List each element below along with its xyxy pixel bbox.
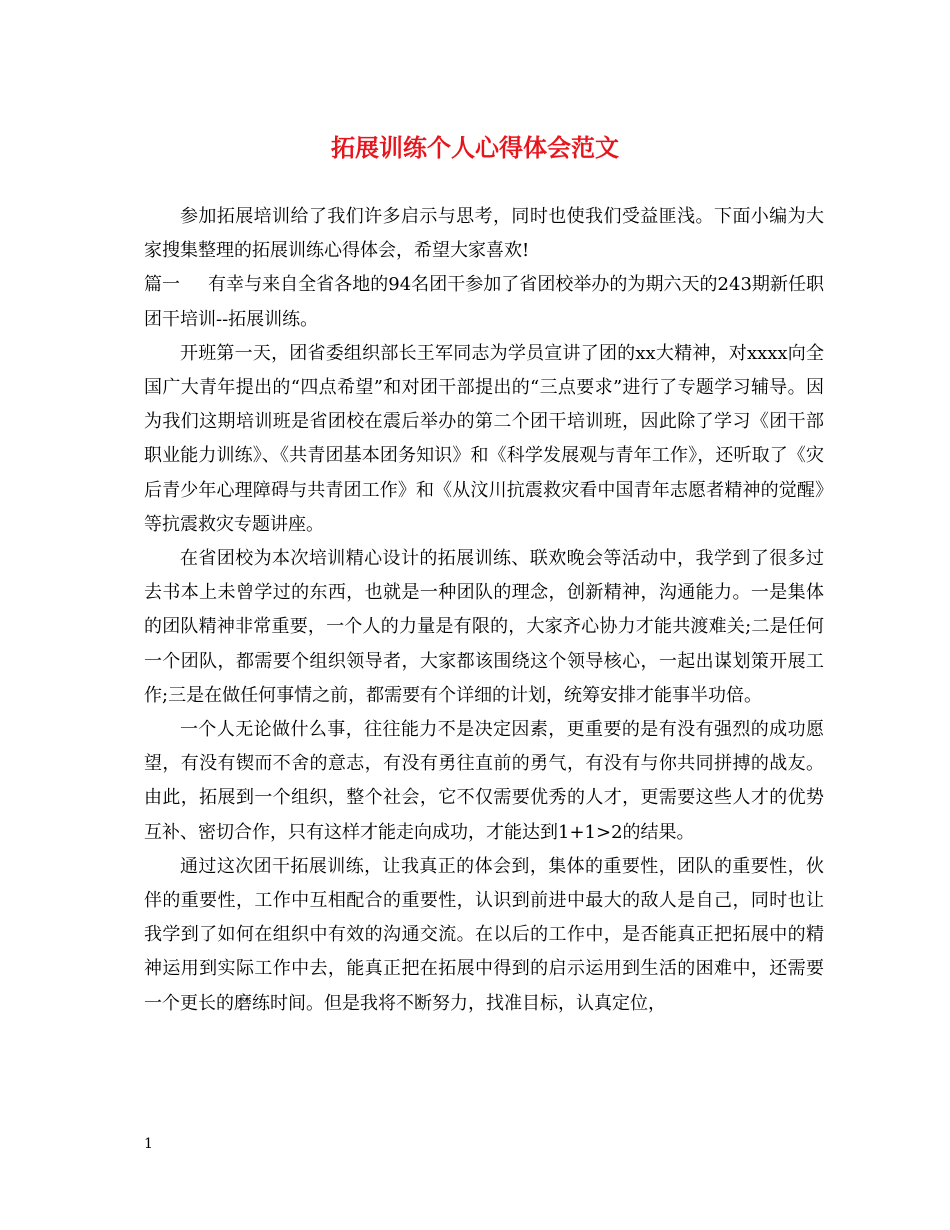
chapter-label: 篇一	[144, 274, 180, 296]
document-body	[144, 200, 824, 1021]
intro-paragraph: 参加拓展培训给了我们许多启示与思考，同时也使我们受益匪浅。下面小编为大家搜集整理的拓展训练心得体会，希望大家喜欢!	[144, 206, 824, 262]
body-paragraph-2: 在省团校为本次培训精心设计的拓展训练、联欢晚会等活动中，我学到了很多过去书本上未曾学过的东西，也就是一种团队的理念，创新精神，沟通能力。一是集体的团队精神非常重要，一个人的力量是有限的，大家齐心协力才能共渡难关;二是任何一个团队，都需要个组织领导者，大家都该围绕这个领导核心，一起出谋划策开展工作;三是在做任何事情之前，都需要有个详细的计划，统筹安排才能事半功倍。	[144, 548, 824, 706]
chapter-paragraph	[144, 268, 824, 336]
body-paragraph-3: 一个人无论做什么事，往往能力不是决定因素，更重要的是有没有强烈的成功愿望，有没有锲而不舍的意志，有没有勇往直前的勇气，有没有与你共同拼搏的战友。由此，拓展到一个组织，整个社会，它不仅需要优秀的人才，更需要这些人才的优势互补、密切合作，只有这样才能走向成功，才能达到1+1>2的结果。	[144, 719, 824, 843]
page-number: 1	[144, 1136, 153, 1152]
chapter-text: 有幸与来自全省各地的94名团干参加了省团校举办的为期六天的243期新任职团干培训--拓展训练。	[144, 274, 824, 330]
body-paragraph-4: 通过这次团干拓展训练，让我真正的体会到，集体的重要性，团队的重要性，伙伴的重要性，工作中互相配合的重要性，认识到前进中最大的敌人是自己，同时也让我学到了如何在组织中有效的沟通交流。在以后的工作中，是否能真正把拓展中的精神运用到实际工作中去，能真正把在拓展中得到的启示运用到生活的困难中，还需要一个更长的磨练时间。但是我将不断努力，找准目标，认真定位，	[144, 855, 824, 1014]
document-title: 拓展训练个人心得体会范文	[331, 133, 619, 162]
body-paragraph-1: 开班第一天，团省委组织部长王军同志为学员宣讲了团的xx大精神，对xxxx向全国广大青年提出的“四点希望”和对团干部提出的“三点要求”进行了专题学习辅导。因为我们这期培训班是省团校在震后举办的第二个团干培训班，因此除了学习《团干部职业能力训练》、《共青团基本团务知识》和《科学发展观与青年工作》，还听取了《灾后青少年心理障碍与共青团工作》和《从汶川抗震救灾看中国青年志愿者精神的觉醒》等抗震救灾专题讲座。	[144, 342, 824, 535]
